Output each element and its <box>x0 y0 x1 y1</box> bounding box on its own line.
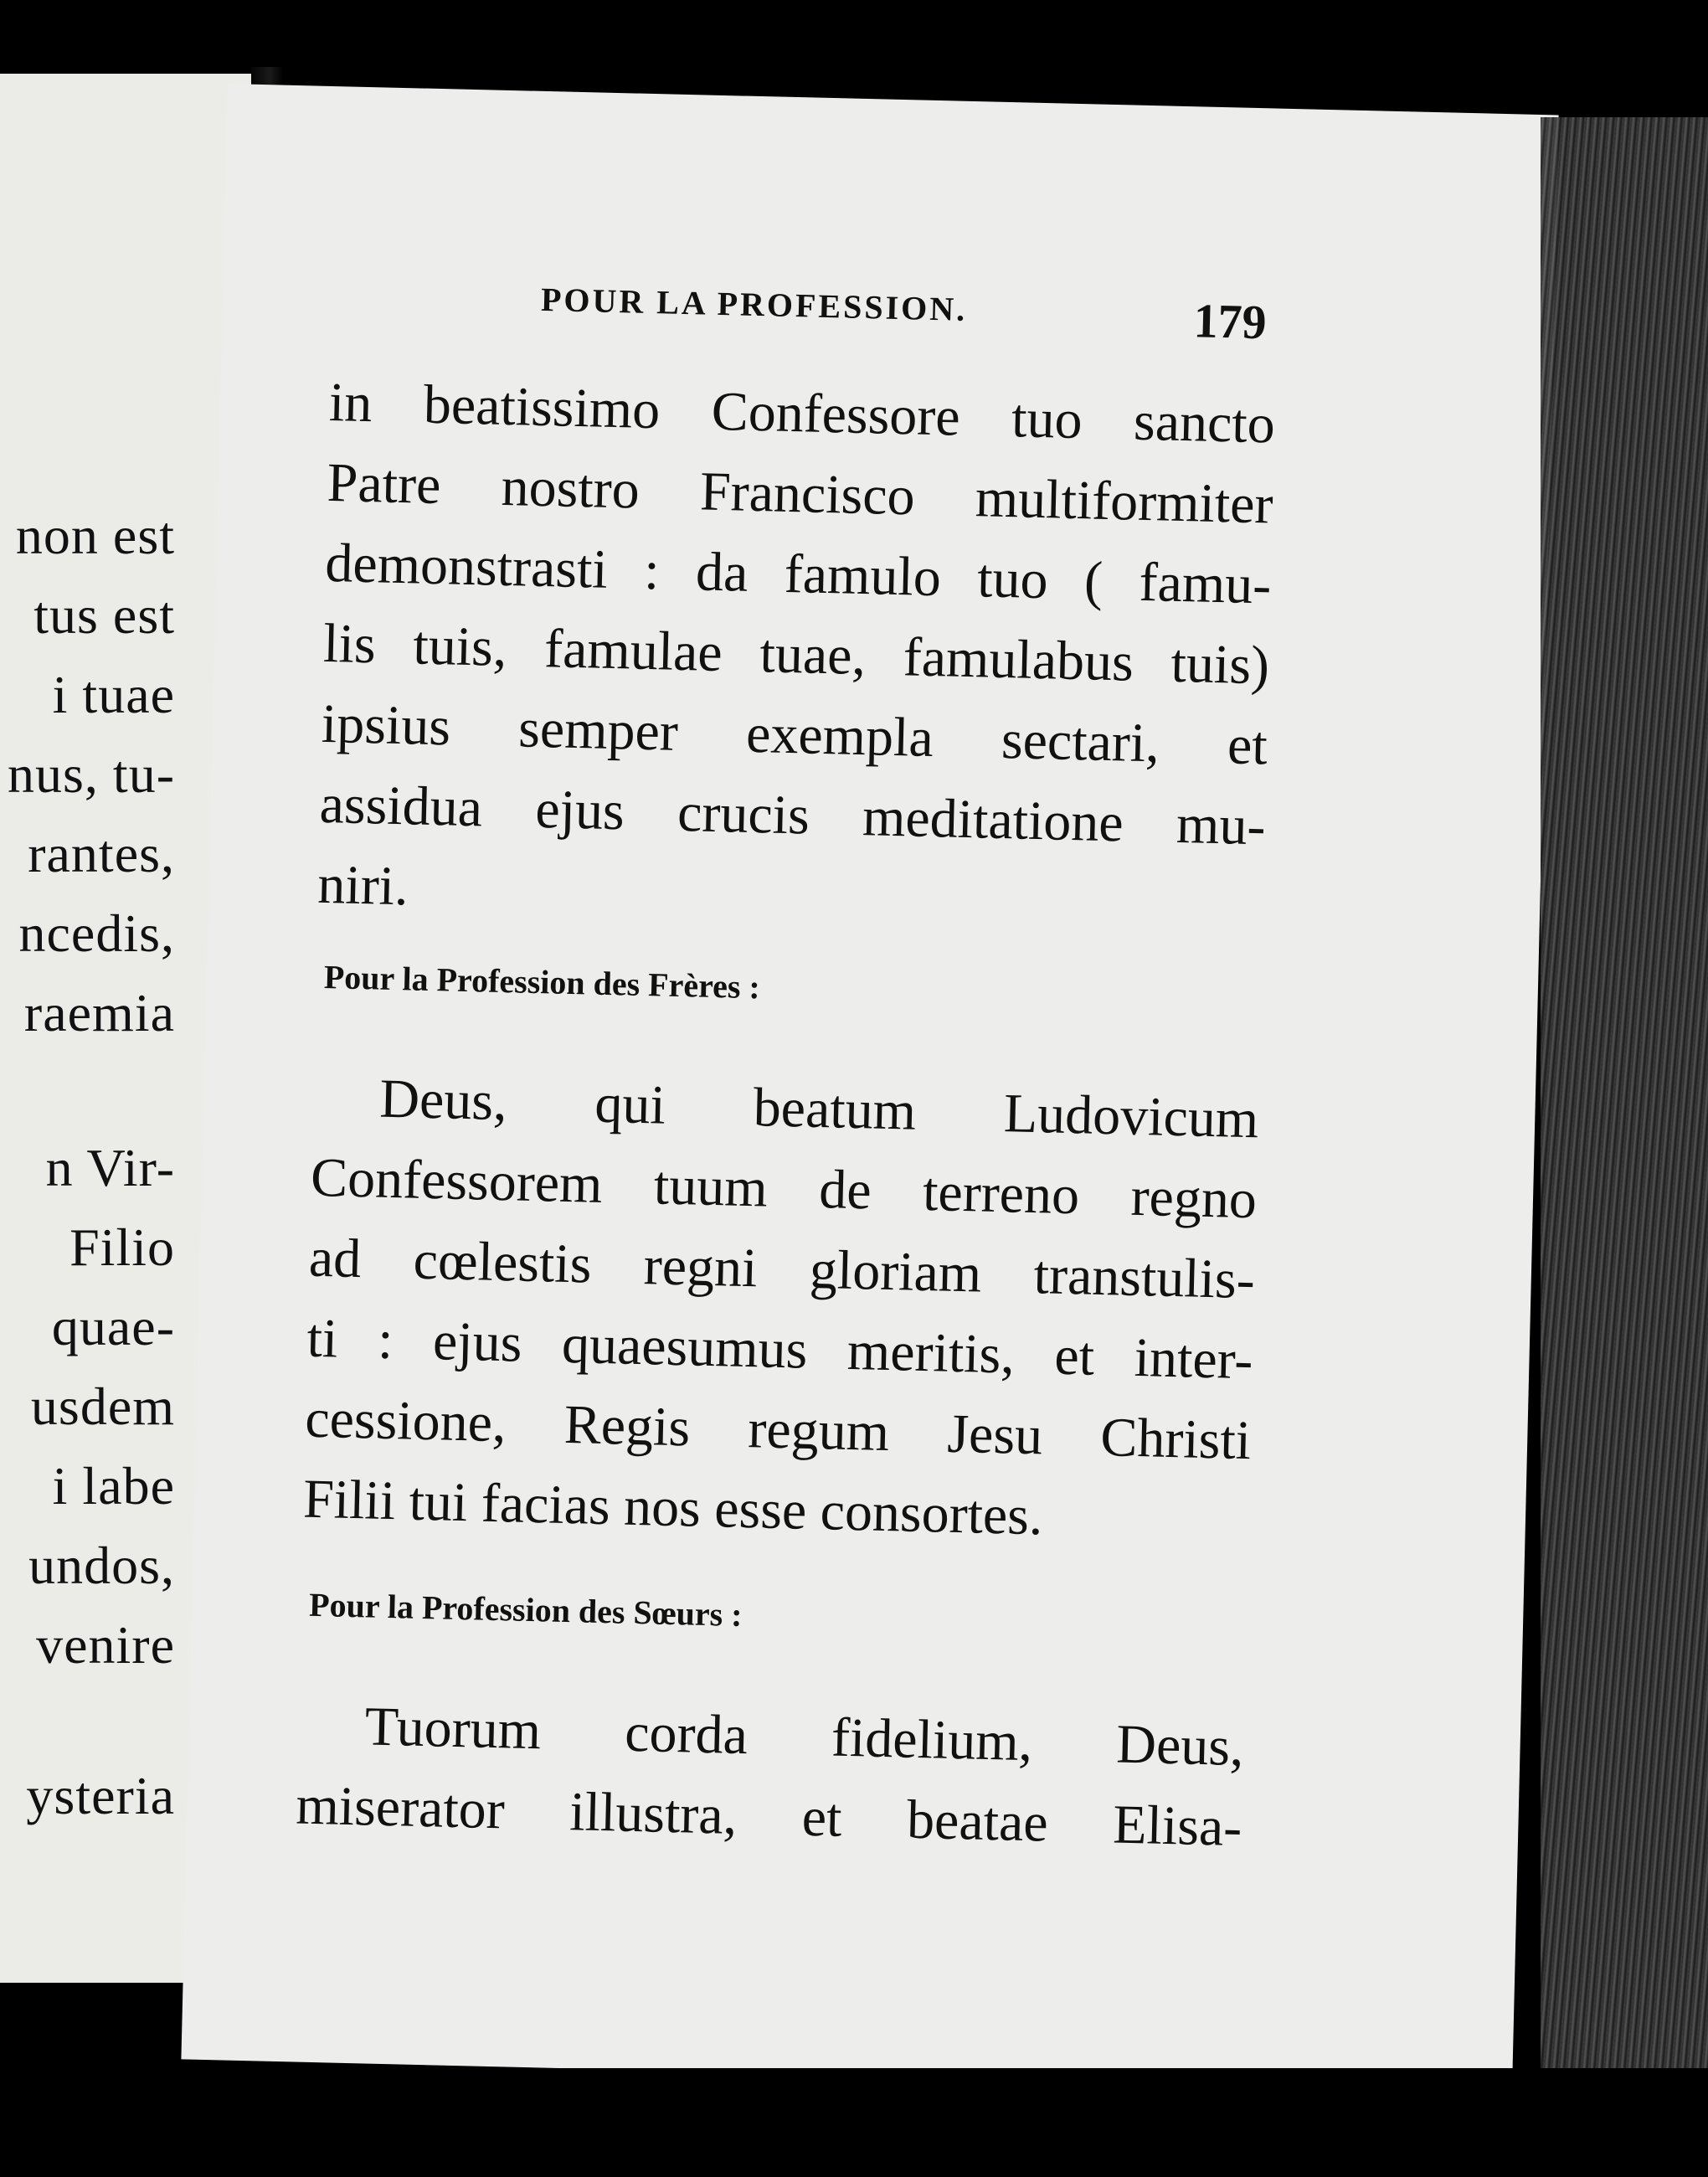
right-page <box>181 84 1558 2091</box>
text-line: cessione, Regis regum Jesu Christi <box>304 1387 1253 1472</box>
text-line: lis tuis, famulae tuae, famulabus tuis) <box>322 612 1270 697</box>
left-page-line: n Vir- <box>45 1138 175 1197</box>
paragraph-1 <box>316 363 1276 947</box>
left-page-line: quae- <box>51 1297 175 1356</box>
left-page-line: usdem <box>30 1377 175 1436</box>
text-line: ti : ejus quaesumus meritis, et inter- <box>306 1307 1254 1392</box>
text-line: miserator illustra, et beatae Elisa- <box>295 1774 1243 1859</box>
left-page-line: nus, tu- <box>8 744 175 804</box>
page-edge-shadow <box>1541 117 1708 2177</box>
scan-bottom-border <box>0 2068 1708 2177</box>
left-page-line: tus est <box>33 585 175 645</box>
left-page-line: ysteria <box>26 1766 175 1825</box>
text-line: in beatissimo Confessore tuo sancto <box>328 371 1276 455</box>
text-line: Patre nostro Francisco multiformiter <box>326 451 1274 536</box>
text-line: ipsius semper exempla sectari, et <box>321 692 1268 777</box>
rubric-freres: Pour la Profession des Frères : <box>323 958 761 1006</box>
text-line: assidua ejus crucis meditatione mu- <box>318 773 1267 857</box>
text-line: Deus, qui beatum Ludovicum <box>378 1068 1260 1150</box>
page-number: 179 <box>1192 293 1268 350</box>
rubric-soeurs: Pour la Profession des Sœurs : <box>308 1585 743 1634</box>
text-line: Confessorem tuum de terreno regno <box>310 1146 1258 1231</box>
text-line: demonstrasti : da famulo tuo ( famu- <box>324 532 1273 616</box>
left-page-line: venire <box>36 1615 175 1675</box>
text-line: ad cœlestis regni gloriam transtulis- <box>308 1227 1256 1311</box>
paragraph-3 <box>295 1686 1244 1869</box>
text-line: Filii tui facias nos esse consortes. <box>302 1468 1044 1547</box>
running-head: POUR LA PROFESSION. <box>540 280 968 328</box>
left-page-line: raemia <box>23 983 175 1042</box>
left-page-line: non est <box>15 506 175 565</box>
text-line: niri. <box>316 853 409 918</box>
text-line: Tuorum corda fidelium, Deus, <box>363 1696 1245 1778</box>
left-page-line: ncedis, <box>18 903 175 963</box>
left-page-line: i labe <box>52 1456 175 1516</box>
left-page-line: rantes, <box>28 824 175 883</box>
left-page-line: undos, <box>28 1536 175 1595</box>
left-page-line: i tuae <box>52 665 175 724</box>
left-page-line: Filio <box>69 1217 175 1277</box>
paragraph-2 <box>302 1058 1259 1562</box>
